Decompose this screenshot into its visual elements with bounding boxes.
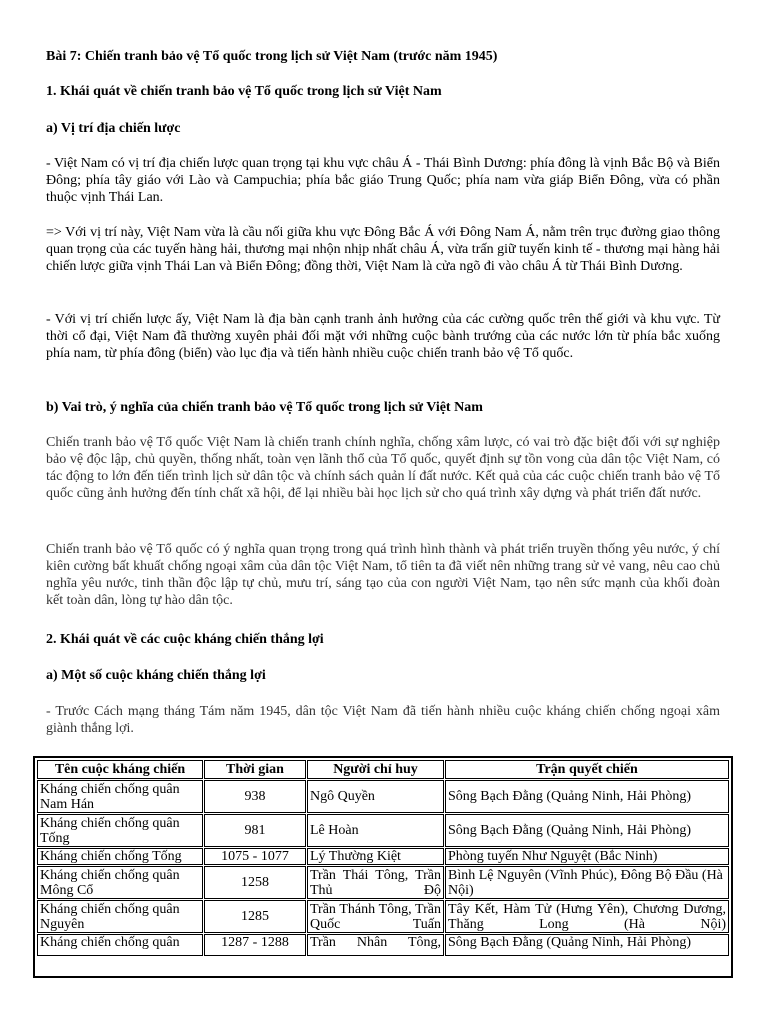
cell-war-name: Kháng chiến chống quân Tống [37, 814, 203, 847]
resistance-wars-table [33, 756, 733, 978]
cell-war-name: Kháng chiến chống quân [37, 934, 203, 956]
cell-commander: Trần Nhân Tông, [307, 934, 444, 956]
table-row [37, 866, 729, 899]
paragraph-strategic-competition: - Với vị trí chiến lược ấy, Việt Nam là địa bàn cạnh tranh ảnh hưởng của các cường quốc trên thế giới và khu vực. Từ thời cổ đại, Việt Nam đã thường xuyên phải đối mặt với những cuộc bành trướng của các nước lớn từ phía bắc xuống phía nam, từ phía đông (biển) vào lục địa và tiến hành nhiều cuộc chiến tranh bảo vệ Tổ quốc. [46, 312, 720, 361]
cell-commander: Ngô Quyền [307, 780, 444, 813]
paragraph-intro-resistances: - Trước Cách mạng tháng Tám năm 1945, dân tộc Việt Nam đã tiến hành nhiều cuộc kháng chiến chống ngoại xâm giành thắng lợi. [46, 704, 720, 736]
cell-decisive-battle: Sông Bạch Đằng (Quảng Ninh, Hải Phòng) [445, 814, 729, 847]
header-decisive-battle: Trận quyết chiến [445, 760, 729, 779]
header-time: Thời gian [204, 760, 306, 779]
cell-war-name: Kháng chiến chống quân Nguyên [37, 900, 203, 933]
cell-commander: Trần Thái Tông, Trần Thủ Độ [307, 866, 444, 899]
table-row [37, 780, 729, 813]
header-war-name: Tên cuộc kháng chiến [37, 760, 203, 779]
section-2-title: 2. Khái quát về các cuộc kháng chiến thắng lợi [46, 632, 324, 647]
cell-war-name: Kháng chiến chống Tống [37, 848, 203, 865]
paragraph-location: - Việt Nam có vị trí địa chiến lược quan trọng tại khu vực châu Á - Thái Bình Dương: phía đông là vịnh Bắc Bộ và Biển Đông; phía tây giáo với Lào và Campuchia; phía bắc giáo Trung Quốc; phía nam vừa giáp Biển Đông, vừa có phần thuộc vịnh Thái Lan. [46, 156, 720, 205]
paragraph-role: Chiến tranh bảo vệ Tổ quốc Việt Nam là chiến tranh chính nghĩa, chống xâm lược, có vai trò đặc biệt đối với sự nghiệp bảo vệ độc lập, chủ quyền, thống nhất, toàn vẹn lãnh thổ của Tổ quốc, quyết định sự tồn vong của dân tộc Việt Nam, có tác động to lớn đến tiến trình lịch sử dân tộc và chính sách quản lí đất nước. Kết quả của các cuộc chiến tranh bảo vệ Tổ quốc cũng ảnh hưởng đến tính chất xã hội, để lại nhiều bài học lịch sử cho quá trình xây dựng và phát triển đất nước. [46, 435, 720, 501]
cell-commander: Lý Thường Kiệt [307, 848, 444, 865]
table-row [37, 814, 729, 847]
table-row [37, 848, 729, 865]
cell-commander: Lê Hoàn [307, 814, 444, 847]
cell-decisive-battle: Tây Kết, Hàm Tử (Hưng Yên), Chương Dương, Thăng Long (Hà Nội) [445, 900, 729, 933]
cell-time: 981 [204, 814, 306, 847]
paragraph-location-consequence: => Với vị trí này, Việt Nam vừa là cầu nối giữa khu vực Đông Bắc Á với Đông Nam Á, nằm trên trục đường giao thông quan trọng của các tuyến hàng hải, thương mại nhộn nhịp nhất châu Á, vừa trấn giữ tuyến kinh tế - thương mại hàng hải chiến lược giữa vịnh Thái Lan và Biển Đông; đồng thời, Việt Nam là cửa ngõ đi vào châu Á từ Thái Bình Dương. [46, 225, 720, 274]
header-commander: Người chỉ huy [307, 760, 444, 779]
lesson-title: Bài 7: Chiến tranh bảo vệ Tổ quốc trong lịch sử Việt Nam (trước năm 1945) [46, 49, 498, 64]
cell-war-name: Kháng chiến chống quân Mông Cổ [37, 866, 203, 899]
cell-decisive-battle: Sông Bạch Đằng (Quảng Ninh, Hải Phòng) [445, 934, 729, 956]
table-row [37, 934, 729, 956]
cell-decisive-battle: Phòng tuyến Như Nguyệt (Bắc Ninh) [445, 848, 729, 865]
cell-time: 938 [204, 780, 306, 813]
cell-decisive-battle: Bình Lệ Nguyên (Vĩnh Phúc), Đông Bộ Đầu (Hà Nội) [445, 866, 729, 899]
cell-war-name: Kháng chiến chống quân Nam Hán [37, 780, 203, 813]
section-1b-title: b) Vai trò, ý nghĩa của chiến tranh bảo vệ Tổ quốc trong lịch sử Việt Nam [46, 400, 483, 415]
table-row [37, 900, 729, 933]
cell-time: 1075 - 1077 [204, 848, 306, 865]
section-2a-title: a) Một số cuộc kháng chiến thắng lợi [46, 668, 266, 683]
cell-time: 1285 [204, 900, 306, 933]
section-1a-title: a) Vị trí địa chiến lược [46, 121, 181, 136]
paragraph-meaning: Chiến tranh bảo vệ Tổ quốc có ý nghĩa quan trọng trong quá trình hình thành và phát triển truyền thống yêu nước, ý chí kiên cường bất khuất chống ngoại xâm của dân tộc Việt Nam, tổ tiên ta đã viết nên những trang sử vẻ vang, nêu cao chủ nghĩa yêu nước, tinh thần độc lập tự chủ, mưu trí, sáng tạo của con người Việt Nam, tạo nên sức mạnh của khối đoàn kết toàn dân, lòng tự hào dân tộc. [46, 542, 720, 608]
cell-decisive-battle: Sông Bạch Đằng (Quảng Ninh, Hải Phòng) [445, 780, 729, 813]
table-header-row [37, 760, 729, 779]
cell-commander: Trần Thánh Tông, Trần Quốc Tuấn [307, 900, 444, 933]
section-1-title: 1. Khái quát về chiến tranh bảo vệ Tổ quốc trong lịch sử Việt Nam [46, 84, 442, 99]
cell-time: 1287 - 1288 [204, 934, 306, 956]
cell-time: 1258 [204, 866, 306, 899]
